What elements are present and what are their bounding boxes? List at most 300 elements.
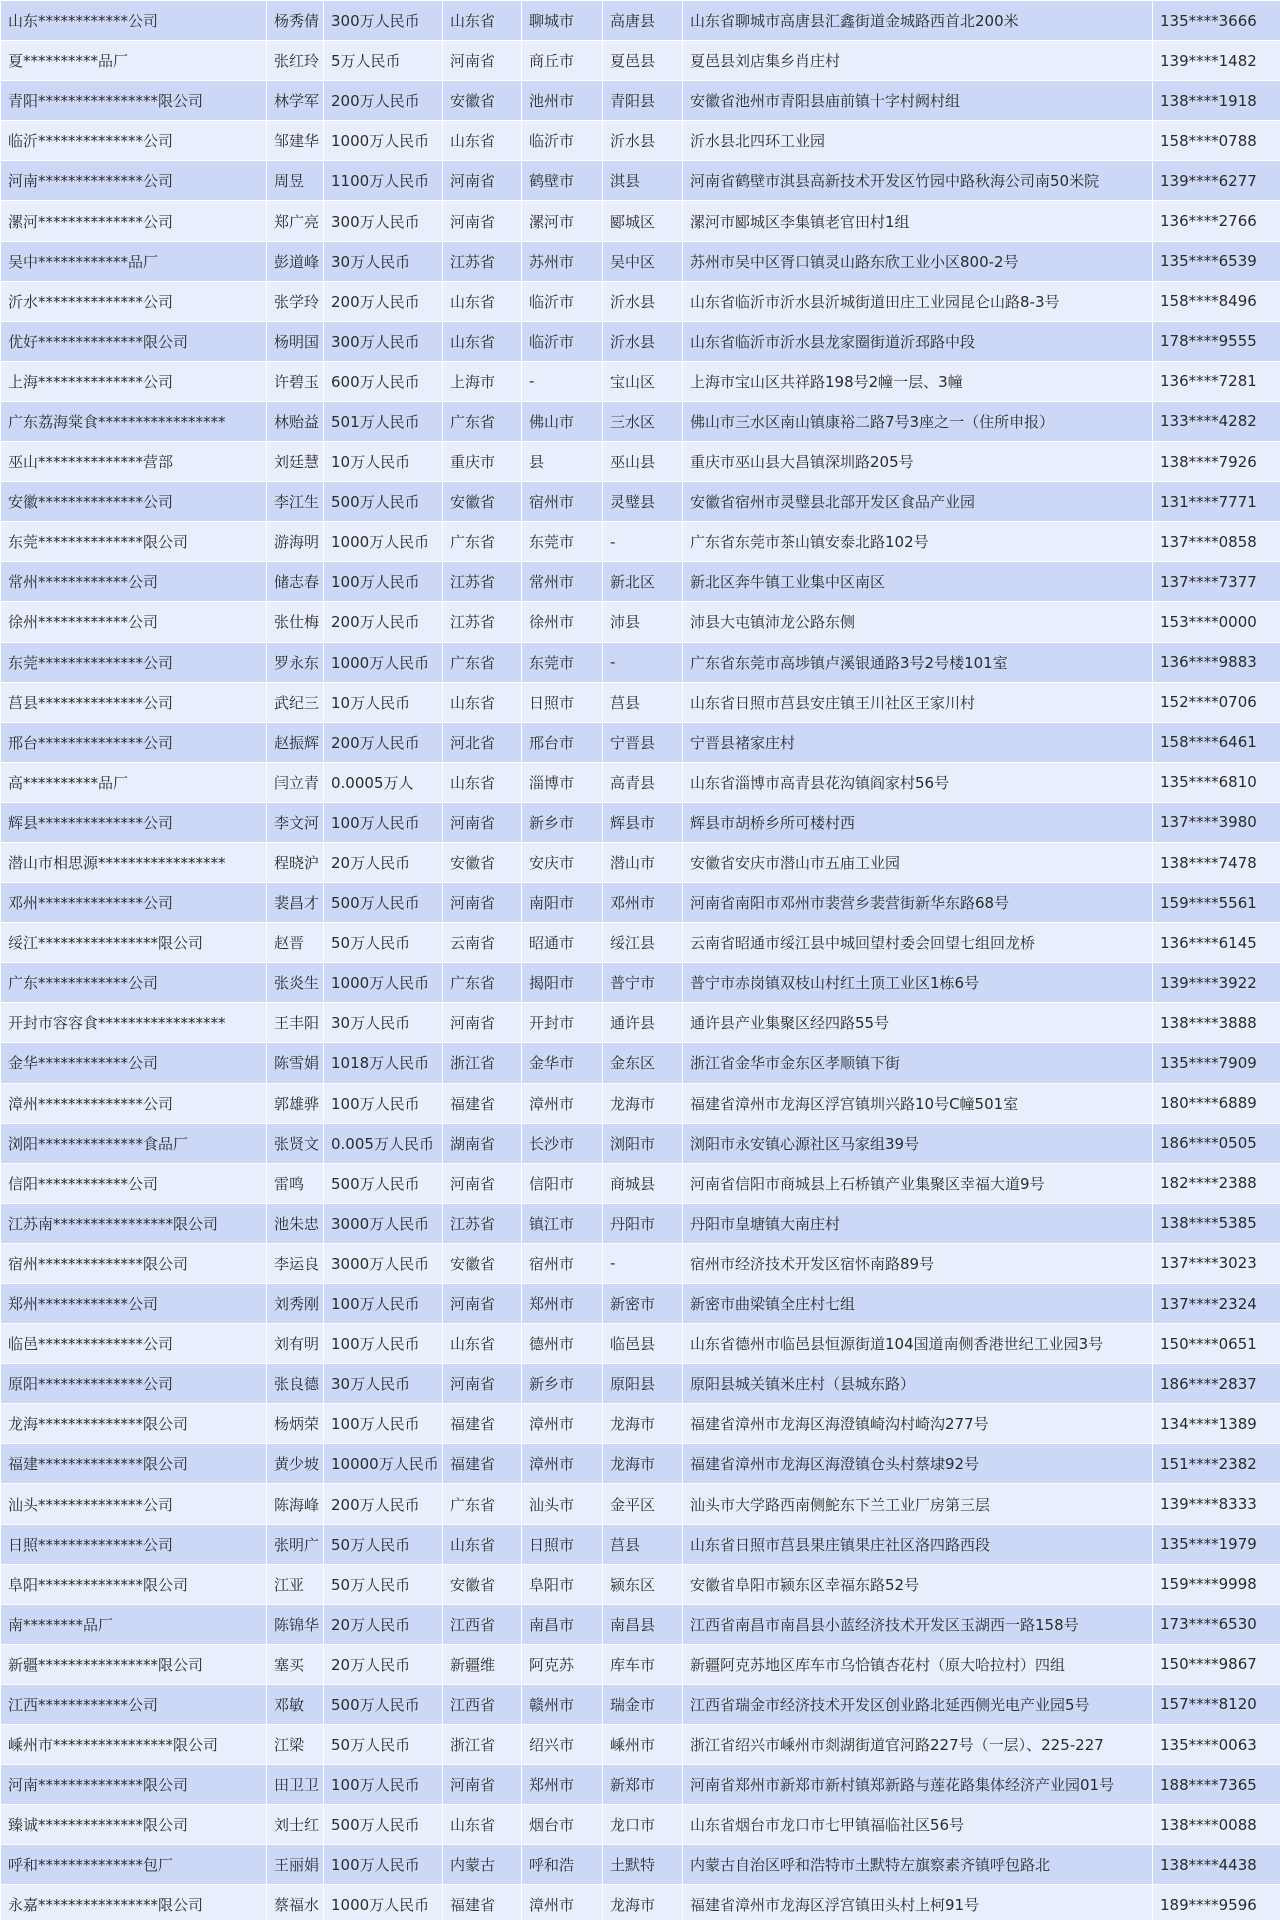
table-row	[1, 482, 1280, 522]
city-cell: -	[522, 361, 603, 401]
city-cell: 开封市	[522, 1003, 603, 1043]
table-row	[1, 1725, 1280, 1765]
registered-capital-cell: 30万人民币	[324, 241, 443, 281]
company-name-cell: 上海**************公司	[1, 361, 267, 401]
city-cell: 漳州市	[522, 1444, 603, 1484]
province-cell: 河南省	[443, 1284, 522, 1324]
phone-cell: 157****8120	[1153, 1684, 1280, 1724]
legal-rep-cell: 雷鸣	[267, 1163, 324, 1203]
district-cell: 新郑市	[603, 1765, 683, 1805]
table-row	[1, 1203, 1280, 1243]
company-name-cell: 阜阳**************限公司	[1, 1564, 267, 1604]
phone-cell: 158****6461	[1153, 722, 1280, 762]
company-name-cell: 信阳************公司	[1, 1163, 267, 1203]
company-name-cell: 臻诚**************限公司	[1, 1805, 267, 1845]
table-row	[1, 842, 1280, 882]
phone-cell: 137****2324	[1153, 1284, 1280, 1324]
phone-cell: 138****3888	[1153, 1003, 1280, 1043]
table-row	[1, 1524, 1280, 1564]
province-cell: 云南省	[443, 923, 522, 963]
city-cell: 阜阳市	[522, 1564, 603, 1604]
address-cell: 山东省烟台市龙口市七甲镇福临社区56号	[683, 1805, 1153, 1845]
phone-cell: 137****7377	[1153, 562, 1280, 602]
phone-cell: 131****7771	[1153, 482, 1280, 522]
legal-rep-cell: 赵振辉	[267, 722, 324, 762]
city-cell: 鹤壁市	[522, 161, 603, 201]
legal-rep-cell: 刘廷慧	[267, 442, 324, 482]
registered-capital-cell: 100万人民币	[324, 1845, 443, 1885]
legal-rep-cell: 张明广	[267, 1524, 324, 1564]
legal-rep-cell: 杨炳荣	[267, 1404, 324, 1444]
province-cell: 上海市	[443, 361, 522, 401]
province-cell: 河南省	[443, 883, 522, 923]
table-row	[1, 1003, 1280, 1043]
address-cell: 云南省昭通市绥江县中城回望村委会回望七组回龙桥	[683, 923, 1153, 963]
registered-capital-cell: 100万人民币	[324, 1083, 443, 1123]
legal-rep-cell: 李运良	[267, 1243, 324, 1283]
company-name-cell: 江西************公司	[1, 1684, 267, 1724]
city-cell: 镇江市	[522, 1203, 603, 1243]
province-cell: 山东省	[443, 121, 522, 161]
registered-capital-cell: 300万人民币	[324, 1, 443, 41]
city-cell: 昭通市	[522, 923, 603, 963]
registered-capital-cell: 20万人民币	[324, 1604, 443, 1644]
registered-capital-cell: 600万人民币	[324, 361, 443, 401]
legal-rep-cell: 张炎生	[267, 963, 324, 1003]
company-name-cell: 邢台**************公司	[1, 722, 267, 762]
table-row	[1, 281, 1280, 321]
registered-capital-cell: 500万人民币	[324, 1805, 443, 1845]
district-cell: 宝山区	[603, 361, 683, 401]
table-body	[1, 1, 1280, 1920]
table-row	[1, 1043, 1280, 1083]
district-cell: 邓州市	[603, 883, 683, 923]
address-cell: 上海市宝山区共祥路198号2幢一层、3幢	[683, 361, 1153, 401]
district-cell: 普宁市	[603, 963, 683, 1003]
address-cell: 宿州市经济技术开发区宿怀南路89号	[683, 1243, 1153, 1283]
city-cell: 东莞市	[522, 642, 603, 682]
address-cell: 河南省鹤壁市淇县高新技术开发区竹园中路秋海公司南50米院	[683, 161, 1153, 201]
table-row	[1, 1644, 1280, 1684]
registered-capital-cell: 500万人民币	[324, 1163, 443, 1203]
district-cell: 三水区	[603, 401, 683, 441]
company-name-cell: 东莞**************限公司	[1, 522, 267, 562]
table-row	[1, 642, 1280, 682]
province-cell: 安徽省	[443, 1564, 522, 1604]
phone-cell: 152****0706	[1153, 682, 1280, 722]
province-cell: 江苏省	[443, 602, 522, 642]
district-cell: 莒县	[603, 1524, 683, 1564]
company-name-cell: 福建**************限公司	[1, 1444, 267, 1484]
legal-rep-cell: 池朱忠	[267, 1203, 324, 1243]
legal-rep-cell: 塞买	[267, 1644, 324, 1684]
city-cell: 新乡市	[522, 1364, 603, 1404]
table-row	[1, 1163, 1280, 1203]
city-cell: 汕头市	[522, 1484, 603, 1524]
city-cell: 淄博市	[522, 762, 603, 802]
table-row	[1, 1123, 1280, 1163]
province-cell: 河南省	[443, 161, 522, 201]
legal-rep-cell: 黄少坡	[267, 1444, 324, 1484]
district-cell: 商城县	[603, 1163, 683, 1203]
city-cell: 郑州市	[522, 1284, 603, 1324]
province-cell: 福建省	[443, 1404, 522, 1444]
table-row	[1, 1604, 1280, 1644]
province-cell: 安徽省	[443, 81, 522, 121]
registered-capital-cell: 0.005万人民币	[324, 1123, 443, 1163]
district-cell: 青阳县	[603, 81, 683, 121]
address-cell: 安徽省阜阳市颍东区幸福东路52号	[683, 1564, 1153, 1604]
table-row	[1, 1885, 1280, 1920]
district-cell: 高唐县	[603, 1, 683, 41]
phone-cell: 135****6810	[1153, 762, 1280, 802]
province-cell: 广东省	[443, 963, 522, 1003]
province-cell: 山东省	[443, 762, 522, 802]
city-cell: 聊城市	[522, 1, 603, 41]
table-row	[1, 1765, 1280, 1805]
address-cell: 福建省漳州市龙海区浮宫镇圳兴路10号C幢501室	[683, 1083, 1153, 1123]
registered-capital-cell: 50万人民币	[324, 1524, 443, 1564]
legal-rep-cell: 程晓沪	[267, 842, 324, 882]
province-cell: 河南省	[443, 1765, 522, 1805]
legal-rep-cell: 张红玲	[267, 41, 324, 81]
phone-cell: 158****8496	[1153, 281, 1280, 321]
address-cell: 安徽省宿州市灵璧县北部开发区食品产业园	[683, 482, 1153, 522]
city-cell: 东莞市	[522, 522, 603, 562]
district-cell: 龙海市	[603, 1444, 683, 1484]
company-name-cell: 常州************公司	[1, 562, 267, 602]
phone-cell: 173****6530	[1153, 1604, 1280, 1644]
province-cell: 山东省	[443, 1524, 522, 1564]
address-cell: 广东省东莞市茶山镇安泰北路102号	[683, 522, 1153, 562]
province-cell: 安徽省	[443, 842, 522, 882]
address-cell: 山东省临沂市沂水县沂城街道田庄工业园昆仑山路8-3号	[683, 281, 1153, 321]
registered-capital-cell: 50万人民币	[324, 923, 443, 963]
district-cell: 龙海市	[603, 1885, 683, 1920]
address-cell: 重庆市巫山县大昌镇深圳路205号	[683, 442, 1153, 482]
table-row	[1, 1324, 1280, 1364]
legal-rep-cell: 江亚	[267, 1564, 324, 1604]
table-row	[1, 401, 1280, 441]
legal-rep-cell: 赵晋	[267, 923, 324, 963]
province-cell: 河南省	[443, 802, 522, 842]
company-name-cell: 莒县**************公司	[1, 682, 267, 722]
district-cell: 浏阳市	[603, 1123, 683, 1163]
district-cell: 夏邑县	[603, 41, 683, 81]
phone-cell: 180****6889	[1153, 1083, 1280, 1123]
address-cell: 普宁市赤岗镇双枝山村红土顶工业区1栋6号	[683, 963, 1153, 1003]
province-cell: 福建省	[443, 1444, 522, 1484]
phone-cell: 151****2382	[1153, 1444, 1280, 1484]
province-cell: 新疆维	[443, 1644, 522, 1684]
legal-rep-cell: 王丰阳	[267, 1003, 324, 1043]
province-cell: 山东省	[443, 1805, 522, 1845]
phone-cell: 189****9596	[1153, 1885, 1280, 1920]
table-row	[1, 522, 1280, 562]
registered-capital-cell: 50万人民币	[324, 1725, 443, 1765]
province-cell: 河南省	[443, 41, 522, 81]
legal-rep-cell: 王丽娟	[267, 1845, 324, 1885]
province-cell: 山东省	[443, 321, 522, 361]
city-cell: 佛山市	[522, 401, 603, 441]
address-cell: 丹阳市皇塘镇大南庄村	[683, 1203, 1153, 1243]
table-row	[1, 1845, 1280, 1885]
phone-cell: 188****7365	[1153, 1765, 1280, 1805]
province-cell: 浙江省	[443, 1725, 522, 1765]
company-name-cell: 吴中************品厂	[1, 241, 267, 281]
phone-cell: 138****0088	[1153, 1805, 1280, 1845]
city-cell: 徐州市	[522, 602, 603, 642]
address-cell: 山东省临沂市沂水县龙家圈街道沂邳路中段	[683, 321, 1153, 361]
company-name-cell: 临沂**************公司	[1, 121, 267, 161]
city-cell: 新乡市	[522, 802, 603, 842]
address-cell: 江西省南昌市南昌县小蓝经济技术开发区玉湖西一路158号	[683, 1604, 1153, 1644]
company-name-cell: 南********品厂	[1, 1604, 267, 1644]
city-cell: 日照市	[522, 682, 603, 722]
city-cell: 揭阳市	[522, 963, 603, 1003]
legal-rep-cell: 武纪三	[267, 682, 324, 722]
address-cell: 佛山市三水区南山镇康裕二路7号3座之一（住所申报）	[683, 401, 1153, 441]
district-cell: 颍东区	[603, 1564, 683, 1604]
phone-cell: 178****9555	[1153, 321, 1280, 361]
phone-cell: 136****2766	[1153, 201, 1280, 241]
phone-cell: 158****0788	[1153, 121, 1280, 161]
phone-cell: 138****7478	[1153, 842, 1280, 882]
company-name-cell: 巫山**************营部	[1, 442, 267, 482]
registered-capital-cell: 1000万人民币	[324, 1885, 443, 1920]
address-cell: 山东省日照市莒县果庄镇果庄社区洛四路西段	[683, 1524, 1153, 1564]
legal-rep-cell: 郭雄骅	[267, 1083, 324, 1123]
legal-rep-cell: 江梁	[267, 1725, 324, 1765]
registered-capital-cell: 1000万人民币	[324, 642, 443, 682]
province-cell: 广东省	[443, 522, 522, 562]
phone-cell: 137****3023	[1153, 1243, 1280, 1283]
address-cell: 沛县大屯镇沛龙公路东侧	[683, 602, 1153, 642]
phone-cell: 133****4282	[1153, 401, 1280, 441]
registered-capital-cell: 5万人民币	[324, 41, 443, 81]
table-row	[1, 1364, 1280, 1404]
company-name-cell: 开封市容容食*****************	[1, 1003, 267, 1043]
table-row	[1, 1284, 1280, 1324]
address-cell: 新疆阿克苏地区库车市乌恰镇杏花村（原大哈拉村）四组	[683, 1644, 1153, 1684]
province-cell: 安徽省	[443, 1243, 522, 1283]
company-name-cell: 龙海**************限公司	[1, 1404, 267, 1444]
table-row	[1, 1484, 1280, 1524]
registered-capital-cell: 200万人民币	[324, 1484, 443, 1524]
company-name-cell: 浏阳**************食品厂	[1, 1123, 267, 1163]
legal-rep-cell: 田卫卫	[267, 1765, 324, 1805]
province-cell: 河南省	[443, 201, 522, 241]
city-cell: 绍兴市	[522, 1725, 603, 1765]
province-cell: 福建省	[443, 1885, 522, 1920]
phone-cell: 136****6145	[1153, 923, 1280, 963]
registered-capital-cell: 1018万人民币	[324, 1043, 443, 1083]
city-cell: 赣州市	[522, 1684, 603, 1724]
registered-capital-cell: 100万人民币	[324, 1284, 443, 1324]
table-row	[1, 161, 1280, 201]
address-cell: 原阳县城关镇米庄村（县城东路）	[683, 1364, 1153, 1404]
legal-rep-cell: 郑广亮	[267, 201, 324, 241]
registered-capital-cell: 1000万人民币	[324, 963, 443, 1003]
city-cell: 苏州市	[522, 241, 603, 281]
phone-cell: 137****3980	[1153, 802, 1280, 842]
province-cell: 江西省	[443, 1604, 522, 1644]
phone-cell: 150****9867	[1153, 1644, 1280, 1684]
phone-cell: 186****2837	[1153, 1364, 1280, 1404]
address-cell: 通许县产业集聚区经四路55号	[683, 1003, 1153, 1043]
city-cell: 漳州市	[522, 1083, 603, 1123]
phone-cell: 159****5561	[1153, 883, 1280, 923]
company-name-cell: 宿州**************限公司	[1, 1243, 267, 1283]
table-row	[1, 802, 1280, 842]
address-cell: 福建省漳州市龙海区海澄镇崎沟村崎沟277号	[683, 1404, 1153, 1444]
phone-cell: 138****1918	[1153, 81, 1280, 121]
phone-cell: 135****6539	[1153, 241, 1280, 281]
legal-rep-cell: 邹建华	[267, 121, 324, 161]
company-name-cell: 徐州************公司	[1, 602, 267, 642]
legal-rep-cell: 林贻益	[267, 401, 324, 441]
province-cell: 山东省	[443, 1, 522, 41]
district-cell: 绥江县	[603, 923, 683, 963]
city-cell: 临沂市	[522, 281, 603, 321]
address-cell: 汕头市大学路西南侧鮀东下兰工业厂房第三层	[683, 1484, 1153, 1524]
registered-capital-cell: 50万人民币	[324, 1564, 443, 1604]
city-cell: 烟台市	[522, 1805, 603, 1845]
city-cell: 池州市	[522, 81, 603, 121]
phone-cell: 138****4438	[1153, 1845, 1280, 1885]
registered-capital-cell: 3000万人民币	[324, 1243, 443, 1283]
registered-capital-cell: 10万人民币	[324, 682, 443, 722]
legal-rep-cell: 杨明国	[267, 321, 324, 361]
phone-cell: 134****1389	[1153, 1404, 1280, 1444]
district-cell: 龙口市	[603, 1805, 683, 1845]
company-name-cell: 漳州**************公司	[1, 1083, 267, 1123]
company-name-cell: 日照**************公司	[1, 1524, 267, 1564]
phone-cell: 139****6277	[1153, 161, 1280, 201]
table-row	[1, 602, 1280, 642]
registered-capital-cell: 0.0005万人	[324, 762, 443, 802]
province-cell: 安徽省	[443, 482, 522, 522]
province-cell: 河北省	[443, 722, 522, 762]
company-name-cell: 山东************公司	[1, 1, 267, 41]
phone-cell: 139****8333	[1153, 1484, 1280, 1524]
phone-cell: 186****0505	[1153, 1123, 1280, 1163]
company-name-cell: 新疆****************限公司	[1, 1644, 267, 1684]
registered-capital-cell: 200万人民币	[324, 81, 443, 121]
table-row	[1, 1444, 1280, 1484]
city-cell: 县	[522, 442, 603, 482]
legal-rep-cell: 张学玲	[267, 281, 324, 321]
district-cell: 龙海市	[603, 1404, 683, 1444]
table-row	[1, 963, 1280, 1003]
company-name-cell: 广东荔海棠食*****************	[1, 401, 267, 441]
company-name-cell: 优好**************限公司	[1, 321, 267, 361]
address-cell: 河南省信阳市商城县上石桥镇产业集聚区幸福大道9号	[683, 1163, 1153, 1203]
phone-cell: 137****0858	[1153, 522, 1280, 562]
table-row	[1, 1243, 1280, 1283]
company-name-cell: 高**********品厂	[1, 762, 267, 802]
province-cell: 河南省	[443, 1364, 522, 1404]
registered-capital-cell: 20万人民币	[324, 842, 443, 882]
city-cell: 日照市	[522, 1524, 603, 1564]
district-cell: 通许县	[603, 1003, 683, 1043]
city-cell: 商丘市	[522, 41, 603, 81]
company-name-cell: 邓州**************公司	[1, 883, 267, 923]
address-cell: 沂水县北四环工业园	[683, 121, 1153, 161]
district-cell: -	[603, 642, 683, 682]
address-cell: 山东省德州市临邑县恒源街道104国道南侧香港世纪工业园3号	[683, 1324, 1153, 1364]
table-row	[1, 923, 1280, 963]
province-cell: 山东省	[443, 682, 522, 722]
legal-rep-cell: 邓敏	[267, 1684, 324, 1724]
city-cell: 邢台市	[522, 722, 603, 762]
city-cell: 金华市	[522, 1043, 603, 1083]
phone-cell: 136****7281	[1153, 361, 1280, 401]
registered-capital-cell: 1100万人民币	[324, 161, 443, 201]
city-cell: 阿克苏	[522, 1644, 603, 1684]
company-name-cell: 青阳****************限公司	[1, 81, 267, 121]
registered-capital-cell: 501万人民币	[324, 401, 443, 441]
legal-rep-cell: 闫立青	[267, 762, 324, 802]
city-cell: 临沂市	[522, 321, 603, 361]
district-cell: 临邑县	[603, 1324, 683, 1364]
legal-rep-cell: 游海明	[267, 522, 324, 562]
company-name-cell: 金华************公司	[1, 1043, 267, 1083]
city-cell: 南阳市	[522, 883, 603, 923]
phone-cell: 138****5385	[1153, 1203, 1280, 1243]
company-name-cell: 夏**********品厂	[1, 41, 267, 81]
city-cell: 常州市	[522, 562, 603, 602]
registered-capital-cell: 20万人民币	[324, 1644, 443, 1684]
address-cell: 漯河市郾城区李集镇老官田村1组	[683, 201, 1153, 241]
phone-cell: 135****3666	[1153, 1, 1280, 41]
registered-capital-cell: 1000万人民币	[324, 522, 443, 562]
registered-capital-cell: 300万人民币	[324, 201, 443, 241]
province-cell: 广东省	[443, 1484, 522, 1524]
city-cell: 南昌市	[522, 1604, 603, 1644]
table-row	[1, 1684, 1280, 1724]
table-row	[1, 883, 1280, 923]
table-row	[1, 1404, 1280, 1444]
district-cell: 新北区	[603, 562, 683, 602]
phone-cell: 159****9998	[1153, 1564, 1280, 1604]
province-cell: 江西省	[443, 1684, 522, 1724]
district-cell: -	[603, 522, 683, 562]
legal-rep-cell: 张贤文	[267, 1123, 324, 1163]
province-cell: 广东省	[443, 642, 522, 682]
company-name-cell: 呼和**************包厂	[1, 1845, 267, 1885]
address-cell: 山东省聊城市高唐县汇鑫街道金城路西首北200米	[683, 1, 1153, 41]
phone-cell: 135****7909	[1153, 1043, 1280, 1083]
province-cell: 山东省	[443, 281, 522, 321]
district-cell: 瑞金市	[603, 1684, 683, 1724]
phone-cell: 139****3922	[1153, 963, 1280, 1003]
table-row	[1, 81, 1280, 121]
legal-rep-cell: 罗永东	[267, 642, 324, 682]
address-cell: 山东省日照市莒县安庄镇王川社区王家川村	[683, 682, 1153, 722]
district-cell: 金平区	[603, 1484, 683, 1524]
legal-rep-cell: 周昱	[267, 161, 324, 201]
address-cell: 浙江省金华市金东区孝顺镇下街	[683, 1043, 1153, 1083]
company-name-cell: 永嘉****************限公司	[1, 1885, 267, 1920]
company-name-cell: 潜山市相思源*****************	[1, 842, 267, 882]
table-row	[1, 41, 1280, 81]
registered-capital-cell: 100万人民币	[324, 802, 443, 842]
district-cell: 库车市	[603, 1644, 683, 1684]
address-cell: 内蒙古自治区呼和浩特市土默特左旗察素齐镇呼包路北	[683, 1845, 1153, 1885]
district-cell: 嵊州市	[603, 1725, 683, 1765]
registered-capital-cell: 10000万人民币	[324, 1444, 443, 1484]
